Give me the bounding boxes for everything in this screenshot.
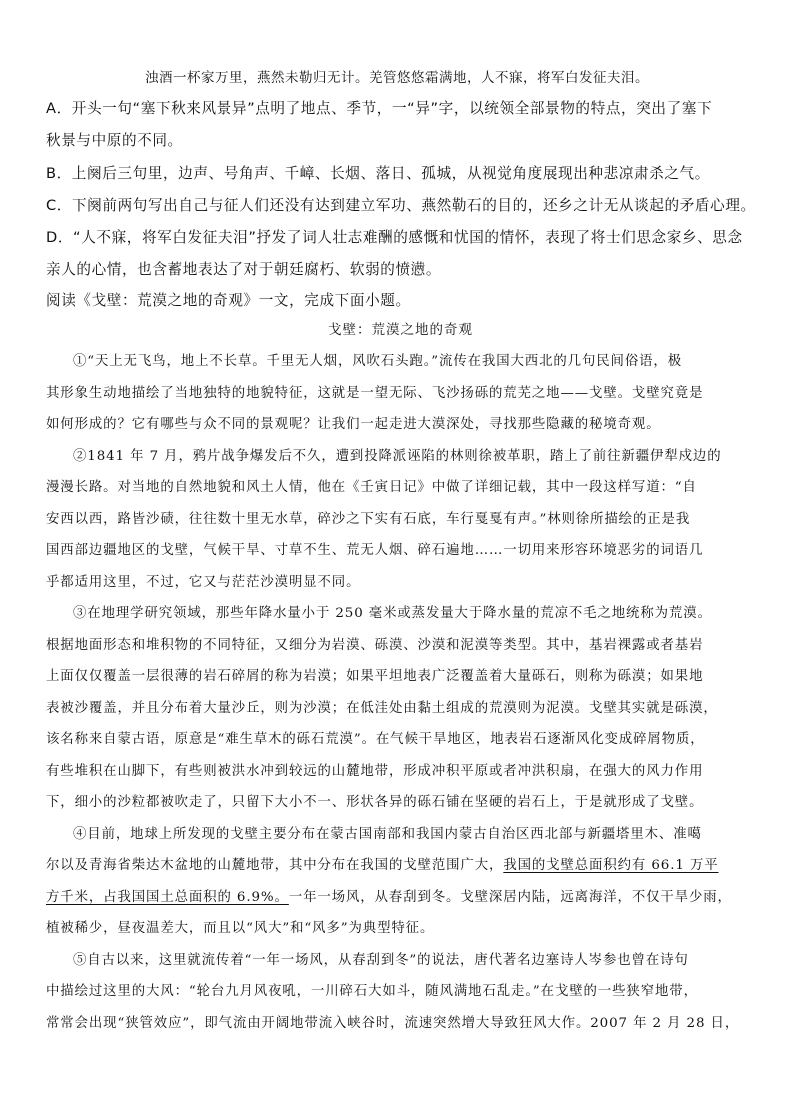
p5-line-2: 中描绘过这里的大风：“轮台九月风夜吼，一川碎石大如斗，随风满地石乱走。”在戈壁的一些狭窄地带， bbox=[46, 984, 698, 999]
option-a-line-1: A．开头一句“塞下秋来风景异”点明了地点、季节，一“异”字，以统领全部景物的特点，突出了塞下 bbox=[46, 100, 713, 117]
p3-line-2: 根据地面形态和堆积物的不同特征，又细分为岩漠、砾漠、沙漠和泥漠等类型。其中，基岩裸露或者基岩 bbox=[46, 638, 704, 653]
p4-line-2 bbox=[46, 854, 719, 873]
article-title: 戈壁：荒漠之地的奇观 bbox=[328, 322, 473, 338]
p3-line-3: 上面仅仅覆盖一层很薄的岩石碎屑的称为岩漠；如果平坦地表广泛覆盖着大量砾石，则称为砾漠；如果地 bbox=[46, 669, 704, 684]
p3-line-7: 下，细小的沙粒都被吹走了，只留下大小不一、形状各异的砾石铺在坚硬的岩石上，于是就形成了戈壁。 bbox=[46, 795, 704, 810]
p3-line-5: 该名称来自蒙古语，原意是“难生草木的砾石荒漠”。在气候干旱地区，地表岩石逐渐风化变成碎屑物质， bbox=[46, 732, 705, 747]
p4-line-3 bbox=[46, 886, 732, 905]
p2-line-1: ②1841 年 7 月，鸦片战争爆发后不久，遭到投降派诬陷的林则徐被革职，踏上了前往新疆伊犁戍边的 bbox=[73, 449, 722, 464]
p3-line-4: 表被沙覆盖，并且分布着大量沙丘，则为沙漠；在低洼处由黏土组成的荒漠则为泥漠。戈壁其实就是砾漠， bbox=[46, 701, 718, 716]
p1-line-2: 其形象生动地描绘了当地独特的地貌特征，这就是一望无际、飞沙扬砾的荒芜之地——戈壁。戈壁究竟是 bbox=[46, 386, 704, 401]
p2-line-3: 安西以西，路皆沙碛，往往数十里无水草，碎沙之下实有石底，车行戛戛有声。”林则徐所描绘的正是我 bbox=[46, 512, 691, 527]
option-c-line-1: C．下阕前两句写出自己与征人们还没有达到建立军功、燕然勒石的目的，还乡之计无从谈起的矛盾心理。 bbox=[46, 197, 756, 214]
p4-line-1: ④目前，地球上所发现的戈壁主要分布在蒙古国南部和我国内蒙古自治区西北部与新疆塔里木、准噶 bbox=[73, 827, 702, 842]
poem-tail-line: 浊酒一杯家万里，燕然未勒归无计。羌管悠悠霜满地，人不寐，将军白发征夫泪。 bbox=[145, 70, 649, 86]
reading-instruction: 阅读《戈壁：荒漠之地的奇观》一文，完成下面小题。 bbox=[46, 292, 411, 309]
p4-underlined-statistic-part-1: 我国的戈壁总面积约有 66.1 万平 bbox=[503, 858, 719, 873]
p2-line-4: 国西部边疆地区的戈壁，气候干旱、寸草不生、荒无人烟、碎石遍地……一切用来形容环境恶劣的词语几 bbox=[46, 543, 704, 558]
option-a-line-2: 秋景与中原的不同。 bbox=[46, 132, 183, 149]
p3-line-6: 有些堆积在山脚下，有些则被洪水冲到较远的山麓地带，形成冲积平原或者冲洪积扇，在强大的风力作用 bbox=[46, 764, 704, 779]
p5-line-1: ⑤自古以来，这里就流传着“一年一场风，从春刮到冬”的说法，唐代著名边塞诗人岑参也曾在诗句 bbox=[73, 953, 689, 968]
p1-line-3: 如何形成的？它有哪些与众不同的景观呢？让我们一起走进大漠深处，寻找那些隐藏的秘境奇观。 bbox=[46, 417, 661, 432]
p1-line-1: ①“天上无飞鸟，地上不长草。千里无人烟，风吹石头跑。”流传在我国大西北的几句民间俗语，极 bbox=[73, 354, 682, 369]
p2-line-5: 乎都适用这里，不过，它又与茫茫沙漠明显不同。 bbox=[46, 575, 361, 590]
p5-line-3: 常常会出现“狭管效应”，即气流由开阔地带流入峡谷时，流速突然增大导致狂风大作。2007 年 2 月 28 日， bbox=[46, 1016, 740, 1031]
p4-line-3-text: 一年一场风，从春刮到冬。戈壁深居内陆，远离海洋，不仅干旱少雨， bbox=[288, 890, 732, 905]
p2-line-2: 漫漫长路。对当地的自然地貌和风土人情，他在《壬寅日记》中做了详细记载，其中一段这样写道：“自 bbox=[46, 480, 697, 495]
p4-line-2-text: 尔以及青海省柴达木盆地的山麓地带，其中分布在我国的戈壁范围广大， bbox=[46, 858, 504, 873]
p3-line-1: ③在地理学研究领域，那些年降水量小于 250 毫米或蒸发量大于降水量的荒凉不毛之地统称为荒漠。 bbox=[73, 606, 712, 621]
p4-underlined-statistic-part-2: 方千米，占我国国土总面积的 6.9%。 bbox=[46, 890, 289, 905]
option-d-line-2: 亲人的心情，也含蓄地表达了对于朝廷腐朽、软弱的愤懑。 bbox=[46, 261, 442, 278]
option-d-line-1: D．“人不寐，将军白发征夫泪”抒发了词人壮志难酬的感慨和忧国的情怀，表现了将士们思念家乡、思念 bbox=[46, 229, 743, 246]
p4-line-4: 植被稀少，昼夜温差大，而且以“风大”和“风多”为典型特征。 bbox=[46, 921, 435, 936]
option-b-line-1: B．上阕后三句里，边声、号角声、千嶂、长烟、落日、孤城，从视觉角度展现出种悲凉肃杀之气。 bbox=[46, 165, 710, 182]
